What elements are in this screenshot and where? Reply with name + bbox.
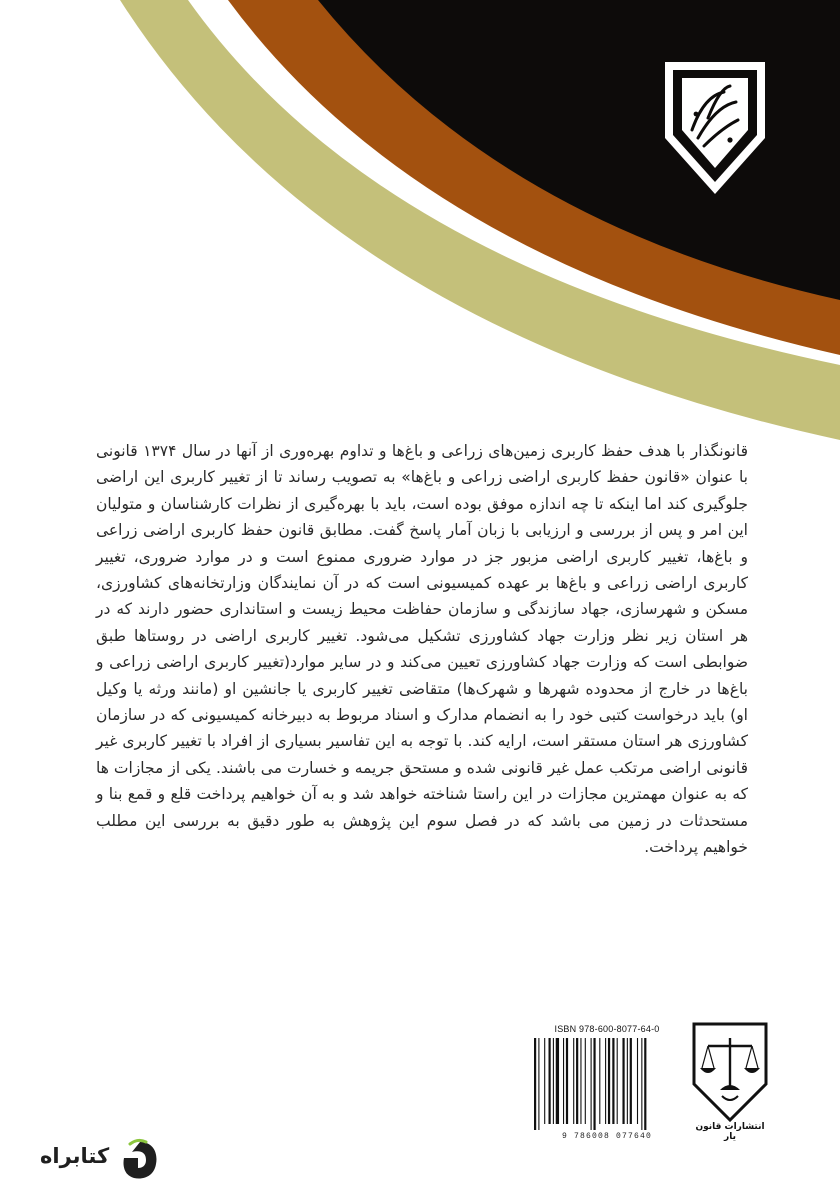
barcode-bar <box>585 1038 586 1124</box>
barcode-bar <box>591 1038 592 1130</box>
barcode-bar <box>608 1038 610 1124</box>
barcode-bar <box>617 1038 618 1124</box>
barcode-bar <box>627 1038 628 1124</box>
ketabrah-logo-icon <box>120 1138 160 1182</box>
barcode-bar <box>549 1038 551 1124</box>
isbn-barcode <box>528 1024 686 1144</box>
barcode-bar <box>622 1038 624 1124</box>
barcode-bar <box>544 1038 545 1124</box>
barcode-bar <box>599 1038 600 1124</box>
scales-of-justice-icon <box>692 1022 768 1122</box>
barcode-bars <box>532 1038 682 1130</box>
barcode-bar <box>580 1038 581 1124</box>
barcode-bar <box>641 1038 642 1130</box>
barcode-bar <box>637 1038 638 1124</box>
barcode-bar <box>644 1038 646 1130</box>
isbn-label: ISBN 978-600-8077-64-0 <box>554 1024 660 1034</box>
barcode-bar <box>534 1038 536 1130</box>
publisher-badge <box>692 1022 768 1140</box>
barcode-bar <box>593 1038 595 1130</box>
back-cover-description: قانونگذار با هدف حفظ کاربری زمین‌های زراعی و باغ‌ها و تداوم بهره‌وری از آنها در سال ۱۳۷۴ قانونی با عنوان «قانون حفظ کاربری اراضی زراعی و باغ‌ها» به تصویب رساند تا از تغییر کاربری این اراضی جلوگیری کند اما اینکه تا چه اندازه موفق بوده است، باید با بهره‌گیری از نظرات کارشناسان و متولیان این امر و پس از بررسی و ارزیابی با زبان آمار پاسخ گفت. مطابق قانون حفظ کاربری اراضی زراعی و باغ‌ها، تغییر کاربری اراضی مزبور جز در موارد ضروری ممنوع است و در موارد ضروری، تغییر کاربری اراضی زراعی و باغ‌ها بر عهده کمیسیونی است که در آن نمایندگان وزارتخانه‌های کشاورزی، مسکن و شهرسازی، جهاد سازندگی و سازمان حفاظت محیط زیست و استانداری حضور دارند که در هر استان زیر نظر وزارت جهاد کشاورزی تشکیل می‌شود. تغییر کاربری اراضی در روستاها طبق ضوابطی است که وزارت جهاد کشاورزی تعیین می‌کند و در سایر موارد(تغییر کاربری اراضی زراعی و باغ‌ها در خارج از محدوده شهرها و شهرک‌ها) متقاضی تغییر کاربری یا جانشین او (مانند ورثه یا وکیل او) باید درخواست کتبی خود را به انضمام مدارک و اسناد مربوط به دبیرخانه کمیسیونی که در سازمان کشاورزی هر استان مستقر است، ارایه کند. با توجه به این تفاسیر بسیاری از افراد با تغییر کاربری غیر قانونی اراضی مرتکب عمل غیر قانونی شده و مستحق جریمه و خسارت می باشند. یکی از مجازات ها که به عنوان مهمترین مجازات در این راستا شناخته خواهد شد و به آن خواهیم پرداخت قلع و قمع بنا و مستحدثات در زمین می باشد که در فصل سوم این پژوهش به طور دقیق به بررسی این مطلب خواهیم پرداخت. <box>96 442 748 857</box>
barcode-bar <box>612 1038 614 1124</box>
barcode-bar <box>576 1038 578 1124</box>
barcode-bar <box>605 1038 606 1124</box>
barcode-bar <box>553 1038 554 1124</box>
barcode-bar <box>573 1038 574 1124</box>
barcode-bar <box>556 1038 559 1124</box>
barcode-bar <box>566 1038 568 1124</box>
publisher-name: انتشارات قانون یار <box>695 1122 765 1142</box>
barcode-bar <box>563 1038 564 1124</box>
ketabrah-label: کتابراه <box>40 1144 110 1168</box>
barcode-bar <box>630 1038 632 1124</box>
barcode-bar <box>538 1038 539 1130</box>
publisher-shield-logo-icon <box>660 58 770 198</box>
ketabrah-watermark <box>40 1138 160 1182</box>
barcode-digits: 9 786008 077640 <box>561 1132 652 1141</box>
